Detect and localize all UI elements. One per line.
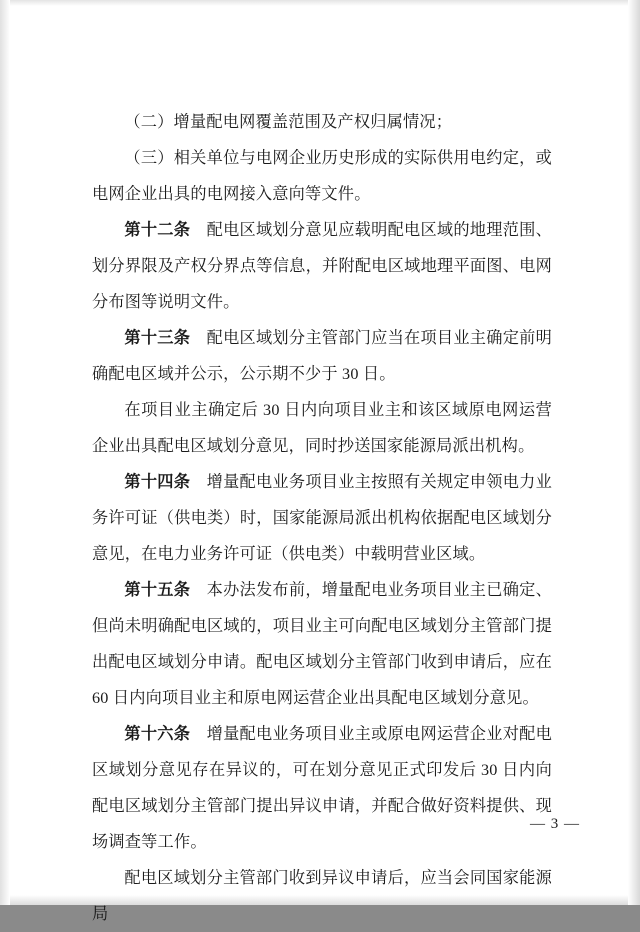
page-edge-shadow-right <box>628 0 640 905</box>
paragraph-article-15 <box>92 572 552 716</box>
paragraph-text: （三）相关单位与电网企业历史形成的实际供用电约定，或电网企业出具的电网接入意向等文件。 <box>92 149 552 203</box>
document-body <box>92 104 552 932</box>
page-edge-shadow-top <box>0 0 640 6</box>
page-edge-shadow-left <box>0 0 10 905</box>
paragraph-item-3 <box>92 140 552 212</box>
paragraph-text: 在项目业主确定后 30 日内向项目业主和该区域原电网运营企业出具配电区域划分意见，同时抄送国家能源局派出机构。 <box>92 401 552 455</box>
paragraph-text: 本办法发布前，增量配电业务项目业主已确定、但尚未明确配电区域的，项目业主可向配电区域划分主管部门提出配电区域划分申请。配电区域划分主管部门收到申请后，应在 60 日内向项目业主和原电网运营企业出具配电区域划分意见。 <box>92 581 552 707</box>
article-heading: 第十五条 <box>124 581 191 599</box>
article-heading: 第十六条 <box>124 725 191 743</box>
paragraph-article-16-continued <box>92 860 552 932</box>
article-heading: 第十三条 <box>124 329 191 347</box>
paragraph-article-14 <box>92 464 552 572</box>
paragraph-text: 增量配电业务项目业主或原电网运营企业对配电区域划分意见存在异议的，可在划分意见正式印发后 30 日内向配电区域划分主管部门提出异议申请，并配合做好资料提供、现场调查等工作。 <box>92 725 552 851</box>
paragraph-article-16 <box>92 716 552 860</box>
paragraph-text: 增量配电业务项目业主按照有关规定申领电力业务许可证（供电类）时，国家能源局派出机构依据配电区域划分意见，在电力业务许可证（供电类）中载明营业区域。 <box>92 473 552 563</box>
paragraph-article-13-continued <box>92 392 552 464</box>
page-number: — 3 — <box>530 816 580 832</box>
paragraph-text: 配电区域划分主管部门应当在项目业主确定前明确配电区域并公示，公示期不少于 30 日。 <box>92 329 552 383</box>
paragraph-text: 配电区域划分意见应载明配电区域的地理范围、划分界限及产权分界点等信息，并附配电区域地理平面图、电网分布图等说明文件。 <box>92 221 552 311</box>
paragraph-text: 配电区域划分主管部门收到异议申请后，应当会同国家能源局 <box>92 869 552 923</box>
article-heading: 第十四条 <box>124 473 191 491</box>
article-heading: 第十二条 <box>124 221 191 239</box>
paragraph-article-13 <box>92 320 552 392</box>
paragraph-article-12 <box>92 212 552 320</box>
paragraph-item-2 <box>92 104 552 140</box>
paragraph-text: （二）增量配电网覆盖范围及产权归属情况； <box>124 113 453 131</box>
